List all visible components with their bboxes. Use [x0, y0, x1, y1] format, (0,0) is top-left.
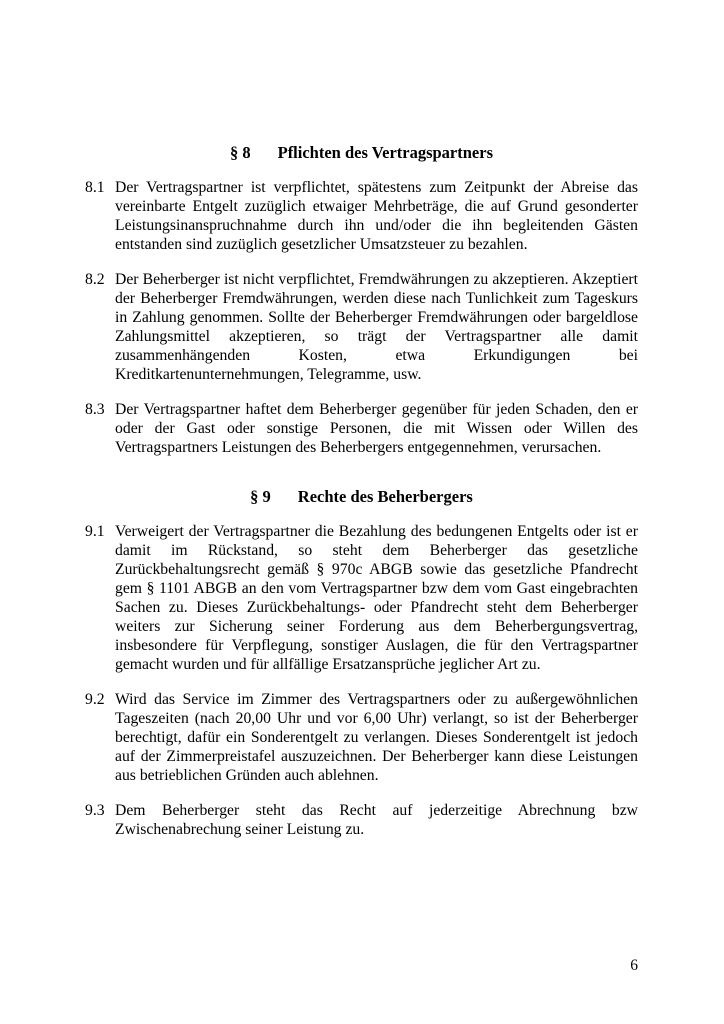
paragraph [85, 178, 638, 254]
paragraph [85, 400, 638, 457]
paragraph [85, 690, 638, 785]
paragraph-text: Der Vertragspartner ist verpflichtet, spätestens zum Zeitpunkt der Abreise das vereinbarte Entgelt zuzüglich etwaiger Mehrbeträge, die auf Grund gesonderter Leistungsinanspruchnahme durch ihn und/oder die ihn begleitenden Gästen entstanden sind zuzüglich gesetzlicher Umsatzsteuer zu bezahlen. [115, 179, 638, 253]
section-8 [85, 144, 638, 457]
section-heading [85, 488, 638, 506]
paragraph-number: 8.3 [85, 401, 105, 418]
section-9 [85, 488, 638, 839]
page-content [85, 144, 638, 839]
paragraph-text: Der Beherberger ist nicht verpflichtet, Fremdwährungen zu akzeptieren. Akzeptiert der Beherberger Fremdwährungen, werden diese nach Tunlichkeit zum Tageskurs in Zahlung genommen. Sollte der Beherberger Fremdwährungen oder bargeldlose Zahlungsmittel akzeptieren, so trägt der Vertragspartner alle damit zusammenhängenden Kosten, etwa Erkundigungen bei Kreditkartenunternehmungen, Telegramme, usw. [115, 271, 638, 383]
paragraph [85, 270, 638, 384]
paragraph-number: 9.3 [85, 802, 105, 819]
paragraph-number: 9.2 [85, 691, 105, 708]
paragraph [85, 801, 638, 839]
paragraph-text: Dem Beherberger steht das Recht auf jederzeitige Abrechnung bzw Zwischenabrechung seiner Leistung zu. [115, 802, 638, 838]
page-number: 6 [630, 957, 638, 974]
paragraph-text: Wird das Service im Zimmer des Vertragspartners oder zu außergewöhnlichen Tageszeiten (nach 20,00 Uhr und vor 6,00 Uhr) verlangt, so ist der Beherberger berechtigt, dafür ein Sonderentgelt zu verlangen. Dieses Sonderentgelt ist jedoch auf der Zimmerpreistafel auszuzeichnen. Der Beherberger kann diese Leistungen aus betrieblichen Gründen auch ablehnen. [115, 691, 638, 784]
paragraph-number: 8.2 [85, 271, 105, 288]
paragraph-number: 8.1 [85, 179, 105, 196]
paragraph-text: Verweigert der Vertragspartner die Bezahlung des bedungenen Entgelts oder ist er damit im Rückstand, so steht dem Beherberger das gesetzliche Zurückbehaltungsrecht gemäß § 970c ABGB sowie das gesetzliche Pfandrecht gem § 1101 ABGB an den vom Vertragspartner bzw dem vom Gast eingebrachten Sachen zu. Dieses Zurückbehaltungs- oder Pfandrecht steht dem Beherberger weiters zur Sicherung seiner Forderung aus dem Beherbergungsvertrag, insbesondere für Verpflegung, sonstiger Auslagen, die für den Vertragspartner gemacht wurden und für allfällige Ersatzansprüche jeglicher Art zu. [115, 523, 638, 673]
paragraph [85, 522, 638, 674]
section-number: § 8 [229, 143, 251, 162]
section-number: § 9 [250, 487, 271, 506]
paragraph-text: Der Vertragspartner haftet dem Beherberger gegenüber für jeden Schaden, den er oder der Gast oder sonstige Personen, die mit Wissen oder Willen des Vertragspartners Leistungen des Beherbergers entgegennehmen, verursachen. [115, 401, 638, 456]
paragraph-number: 9.1 [85, 523, 105, 540]
section-heading [85, 144, 638, 162]
section-title: Pflichten des Vertragspartners [277, 143, 493, 162]
section-title: Rechte des Beherbergers [297, 487, 473, 506]
